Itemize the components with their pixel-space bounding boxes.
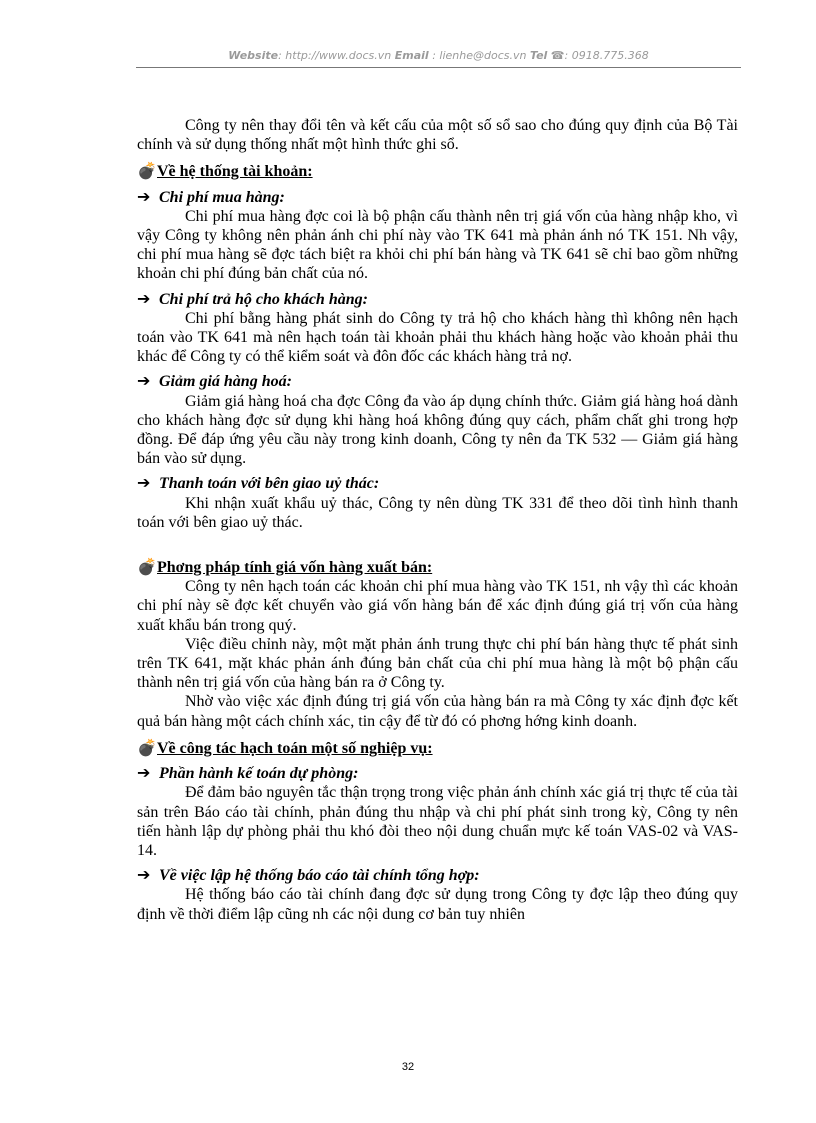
subsection-title: Phần hành kế toán dự phòng: <box>159 765 359 783</box>
body-paragraph: Hệ thống báo cáo tài chính đang đợc sử dụng trong Công ty đợc lập theo đúng quy định về thời điểm lập cũng nh các nội dung cơ bản tuy nhiên <box>137 886 738 923</box>
arrow-bullet-icon: ➔ <box>137 867 151 885</box>
subsection-heading <box>137 372 738 391</box>
section-heading <box>137 162 738 181</box>
bomb-bullet-icon: 💣 <box>137 739 157 757</box>
subsection-title: Chi phí trả hộ cho khách hàng: <box>159 290 368 308</box>
subsection-heading <box>137 764 738 783</box>
subsection-title: Giảm giá hàng hoá: <box>159 373 292 391</box>
subsection-title: Thanh toán với bên giao uỷ thác: <box>159 475 380 493</box>
section-heading <box>137 739 738 758</box>
arrow-bullet-icon: ➔ <box>137 373 151 391</box>
subsection-heading <box>137 188 738 207</box>
subsection-title: Chi phí mua hàng: <box>159 188 285 206</box>
arrow-bullet-icon: ➔ <box>137 475 151 493</box>
spacer <box>137 532 738 550</box>
arrow-bullet-icon: ➔ <box>137 188 151 206</box>
section-title: Về công tác hạch toán một số nghiệp vụ: <box>157 739 433 757</box>
arrow-bullet-icon: ➔ <box>137 765 151 783</box>
bomb-bullet-icon: 💣 <box>137 559 157 577</box>
body-paragraph: Chi phí bằng hàng phát sinh do Công ty trả hộ cho khách hàng thì không nên hạch toán vào TK 641 mà nên hạch toán tài khoản phải thu khách hàng hoặc vào khoản phải thu khác để Công ty có thể kiểm soát và đôn đốc các khách hàng trả nợ. <box>137 309 738 366</box>
page-number: 32 <box>401 1061 415 1073</box>
intro-paragraph: Công ty nên thay đổi tên và kết cấu của một số sổ sao cho đúng quy định của Bộ Tài chính và sử dụng thống nhất một hình thức ghi sổ. <box>137 117 738 154</box>
tel-value: ☎: 0918.775.368 <box>547 49 649 62</box>
section-title: Về hệ thống tài khoản: <box>157 163 313 181</box>
body-paragraph: Giảm giá hàng hoá cha đợc Công đa vào áp dụng chính thức. Giảm giá hàng hoá dành cho khách hàng đợc sử dụng khi hàng hoá không đúng quy cách, phẩm chất ghi trong hợp đồng. Để đáp ứng yêu cầu này trong kinh doanh, Công ty nên đa TK 532 — Giảm giá hàng bán vào sử dụng. <box>137 392 738 468</box>
tel-label: Tel <box>529 49 548 62</box>
page-header <box>136 49 741 62</box>
body-paragraph: Việc điều chỉnh này, một mặt phản ánh trung thực chi phí bán hàng thực tế phát sinh trên TK 641, mặt khác phản ánh đúng bản chất của chi phí mua hàng là một bộ phận cấu thành nên trị giá vốn của hàng bán ra ở Công ty. <box>137 635 738 692</box>
subsection-heading <box>137 474 738 493</box>
section-heading <box>137 558 738 577</box>
body-paragraph: Nhờ vào việc xác định đúng trị giá vốn của hàng bán ra mà Công ty xác định đợc kết quả bán hàng một cách chính xác, tin cậy để từ đó có phơng hớng kinh doanh. <box>137 693 738 730</box>
email-label: Email <box>394 49 429 62</box>
website-label: Website <box>228 49 279 62</box>
section-title: Phơng pháp tính giá vốn hàng xuất bán: <box>157 559 433 577</box>
arrow-bullet-icon: ➔ <box>137 290 151 308</box>
website-value: : http://www.docs.vn <box>278 49 392 62</box>
body-paragraph: Để đảm bảo nguyên tắc thận trọng trong việc phản ánh chính xác giá trị thực tế của tài sản trên Báo cáo tài chính, phản đúng thu nhập và chi phí phát sinh trong kỳ, Công ty nên tiến hành lập dự phòng phải thu khó đòi theo nội dung chuẩn mực kế toán VAS-02 và VAS-14. <box>137 784 738 859</box>
document-body <box>137 116 738 924</box>
email-value: : lienhe@docs.vn <box>428 49 527 62</box>
body-paragraph: Chi phí mua hàng đợc coi là bộ phận cấu thành nên trị giá vốn của hàng nhập kho, vì vậy Công ty không nên phản ánh chi phí này vào TK 641 mà phản ánh nó TK 151. Nh vậy, chi phí mua hàng sẽ đợc tách biệt ra khỏi chi phí bán hàng và TK 641 sẽ chỉ bao gồm những khoản chi phí đúng bản chất của nó. <box>137 207 738 283</box>
body-paragraph: Khi nhận xuất khẩu uỷ thác, Công ty nên dùng TK 331 để theo dõi tình hình thanh toán với bên giao uỷ thác. <box>137 494 738 531</box>
header-divider <box>136 67 741 68</box>
subsection-heading <box>137 866 738 885</box>
subsection-heading <box>137 290 738 309</box>
subsection-title: Về việc lập hệ thống báo cáo tài chính tổng hợp: <box>159 867 480 885</box>
body-paragraph: Công ty nên hạch toán các khoản chi phí mua hàng vào TK 151, nh vậy thì các khoản chi phí này sẽ đợc kết chuyển vào giá vốn hàng bán để xác định đúng giá trị vốn của hàng xuất khẩu bán trong quý. <box>137 578 738 634</box>
bomb-bullet-icon: 💣 <box>137 163 157 181</box>
